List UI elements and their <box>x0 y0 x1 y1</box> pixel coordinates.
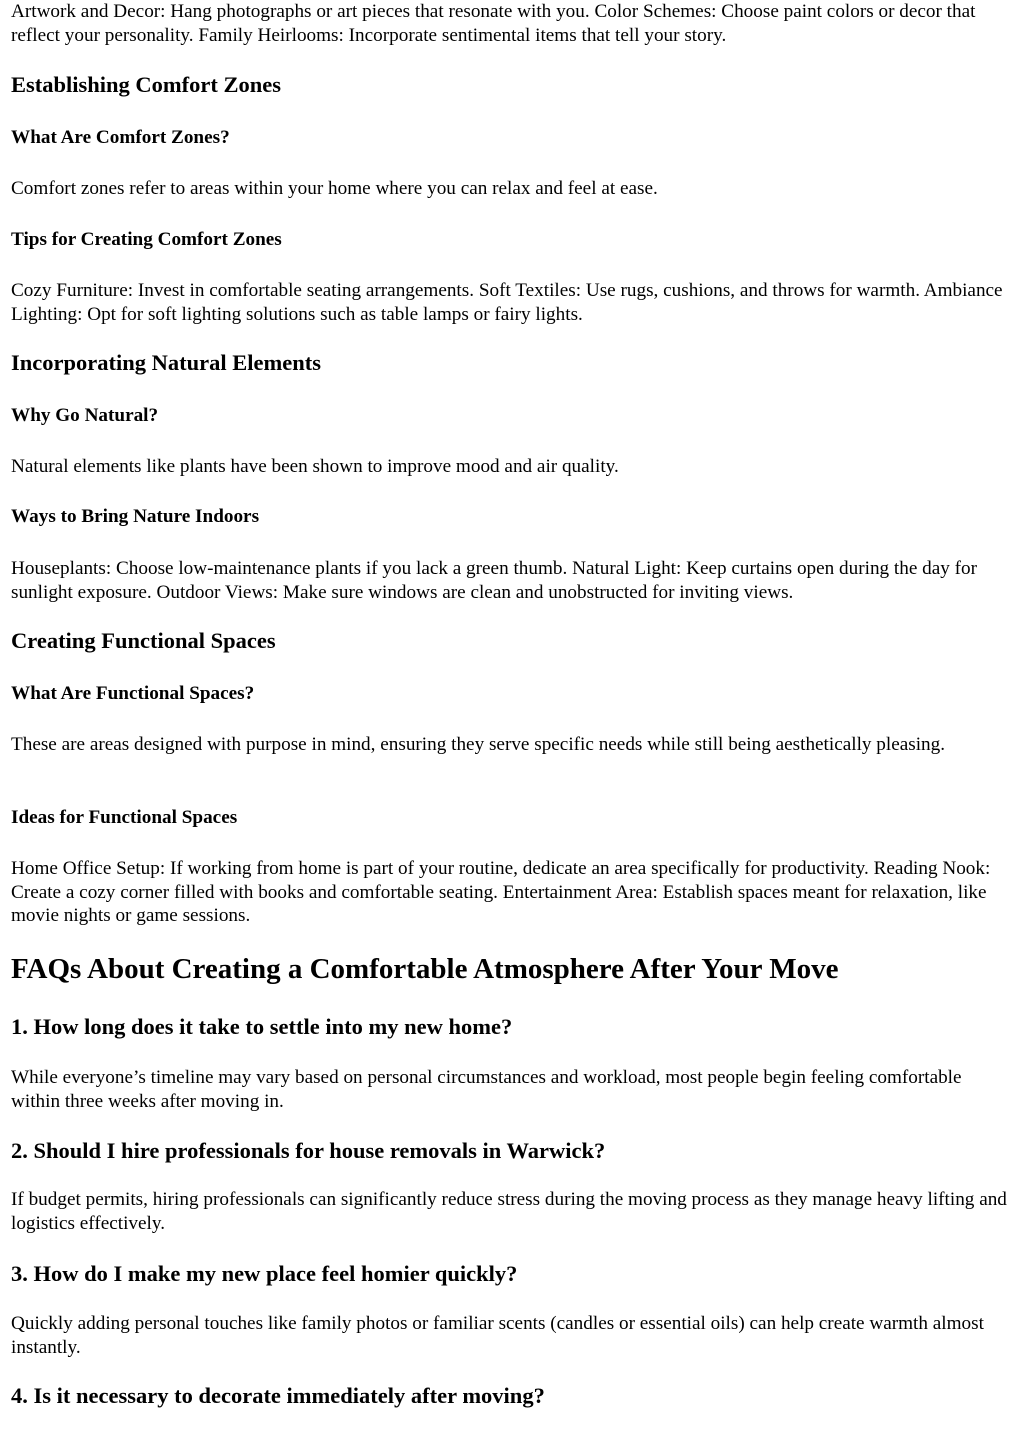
heading-incorporating-natural-elements: Incorporating Natural Elements <box>11 350 321 375</box>
faq-answer: If budget permits, hiring professionals can significantly reduce stress during the moving process as they manage heavy lifting and logistics effectively. <box>11 1189 1007 1234</box>
paragraph-tips-comfort-zones: Cozy Furniture: Invest in comfortable seating arrangements. Soft Textiles: Use rugs, cushions, and throws for warmth. Ambiance Lighting: Opt for soft lighting solutions such as table lamps or fairy lights. <box>11 280 1003 325</box>
subheading-ways-bring-nature: Ways to Bring Nature Indoors <box>11 506 260 527</box>
subheading-what-are-functional-spaces: What Are Functional Spaces? <box>11 683 255 704</box>
faq-question: 1. How long does it take to settle into my new home? <box>11 1014 513 1039</box>
subheading-what-are-comfort-zones: What Are Comfort Zones? <box>11 127 230 148</box>
paragraph-why-go-natural: Natural elements like plants have been shown to improve mood and air quality. <box>11 456 619 477</box>
paragraph-comfort-zones-definition: Comfort zones refer to areas within your home where you can relax and feel at ease. <box>11 178 658 199</box>
faq-answer: Quickly adding personal touches like family photos or familiar scents (candles or essential oils) can help create warmth almost instantly. <box>11 1313 984 1358</box>
paragraph-ideas-functional-spaces: Home Office Setup: If working from home is part of your routine, dedicate an area specifically for productivity. Reading Nook: Create a cozy corner filled with books and comfortable seating. Entertainment Area: Establish spaces meant for relaxation, like movie nights or game sessions. <box>11 858 991 926</box>
heading-creating-functional-spaces: Creating Functional Spaces <box>11 628 276 653</box>
paragraph-personal-touches: Artwork and Decor: Hang photographs or art pieces that resonate with you. Color Schemes: Choose paint colors or decor that reflect your personality. Family Heirlooms: Incorporate sentimental items that tell your story. <box>11 1 976 46</box>
faq-question: 2. Should I hire professionals for house removals in Warwick? <box>11 1138 606 1163</box>
faq-question: 4. Is it necessary to decorate immediately after moving? <box>11 1383 545 1408</box>
subheading-ideas-functional-spaces: Ideas for Functional Spaces <box>11 807 238 828</box>
heading-establishing-comfort-zones: Establishing Comfort Zones <box>11 72 282 97</box>
heading-faqs: FAQs About Creating a Comfortable Atmosphere After Your Move <box>11 953 839 985</box>
faq-answer: While everyone’s timeline may vary based on personal circumstances and workload, most people begin feeling comfortable within three weeks after moving in. <box>11 1067 962 1112</box>
paragraph-what-are-functional-spaces: These are areas designed with purpose in mind, ensuring they serve specific needs while still being aesthetically pleasing. <box>11 734 946 755</box>
subheading-why-go-natural: Why Go Natural? <box>11 405 159 426</box>
faq-question: 3. How do I make my new place feel homier quickly? <box>11 1261 518 1286</box>
subheading-tips-comfort-zones: Tips for Creating Comfort Zones <box>11 229 282 250</box>
paragraph-ways-bring-nature: Houseplants: Choose low-maintenance plants if you lack a green thumb. Natural Light: Keep curtains open during the day for sunlight exposure. Outdoor Views: Make sure windows are clean and unobstructed for inviting views. <box>11 558 978 603</box>
